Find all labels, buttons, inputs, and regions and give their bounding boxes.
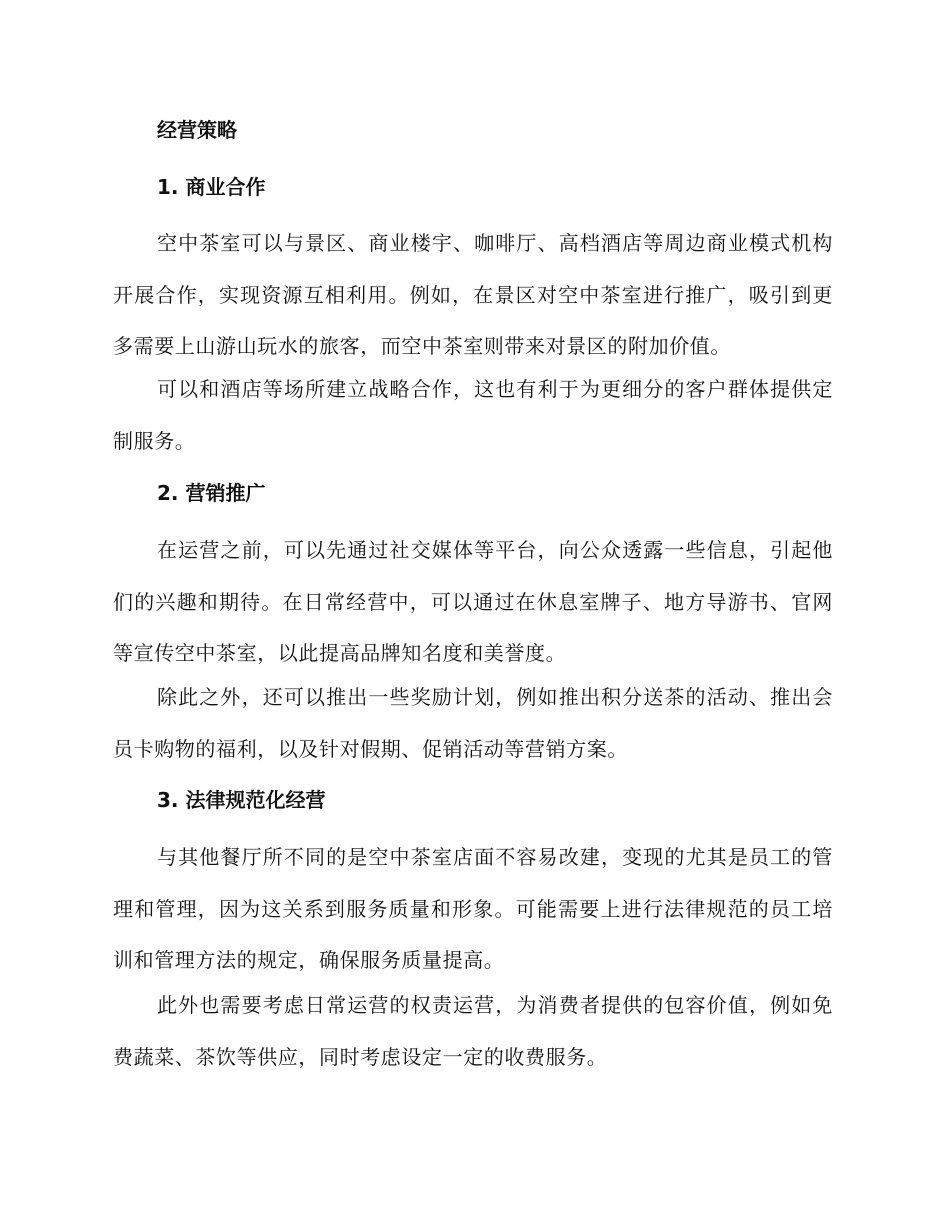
paragraph-legal-pricing: 此外也需要考虑日常运营的权责运营，为消费者提供的包容价值，例如免费蔬菜、茶饮等供应，同时考虑设定一定的收费服务。 <box>113 993 833 1069</box>
paragraph-legal-staff: 与其他餐厅所不同的是空中茶室店面不容易改建，变现的尤其是员工的管理和管理，因为这关系到服务质量和形象。可能需要上进行法律规范的员工培训和管理方法的规定，确保服务质量提高。 <box>113 845 833 972</box>
section-heading-legal: 3. 法律规范化经营 <box>157 788 326 812</box>
paragraph-marketing-rewards: 除此之外，还可以推出一些奖励计划，例如推出积分送茶的活动、推出会员卡购物的福利，以及针对假期、促销活动等营销方案。 <box>113 685 833 761</box>
paragraph-cooperation-hotel: 可以和酒店等场所建立战略合作，这也有利于为更细分的客户群体提供定制服务。 <box>113 377 833 453</box>
paragraph-cooperation-scenic: 空中茶室可以与景区、商业楼宇、咖啡厅、高档酒店等周边商业模式机构开展合作，实现资源互相利用。例如，在景区对空中茶室进行推广，吸引到更多需要上山游山玩水的旅客，而空中茶室则带来对景区的附加价值。 <box>113 231 833 358</box>
document-title: 经营策略 <box>157 118 237 142</box>
section-heading-marketing: 2. 营销推广 <box>157 481 266 505</box>
paragraph-marketing-social: 在运营之前，可以先通过社交媒体等平台，向公众透露一些信息，引起他们的兴趣和期待。在日常经营中，可以通过在休息室牌子、地方导游书、官网等宣传空中茶室，以此提高品牌知名度和美誉度。 <box>113 538 833 665</box>
section-heading-business-cooperation: 1. 商业合作 <box>157 175 266 199</box>
